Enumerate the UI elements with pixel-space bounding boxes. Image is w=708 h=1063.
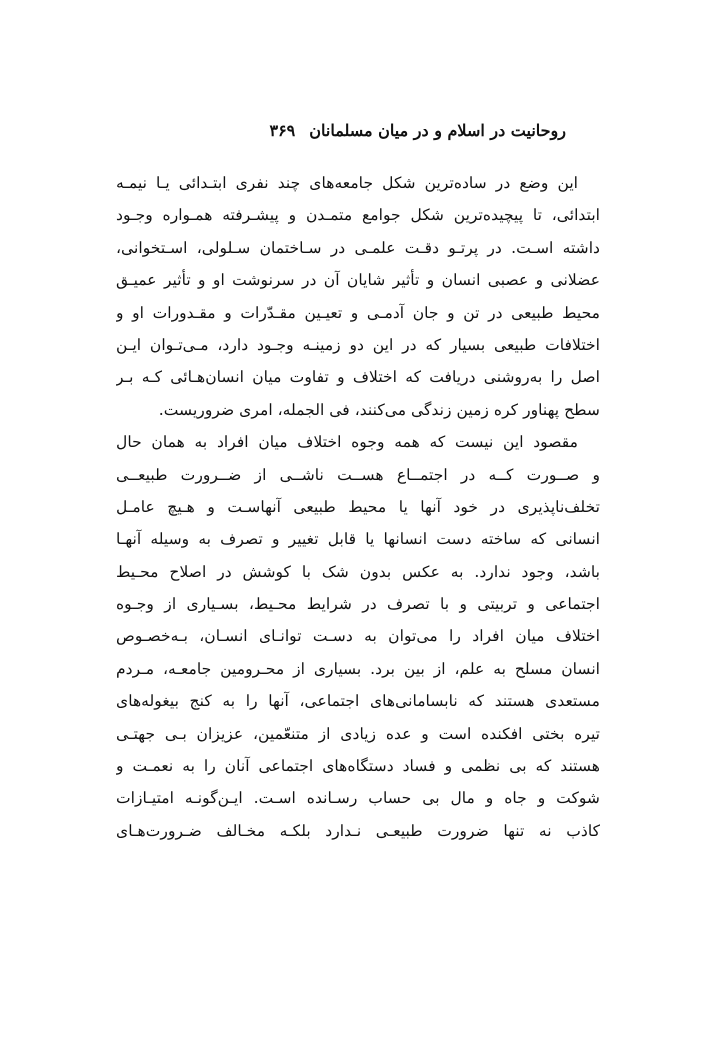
paragraph-2-line: هستند که بی نظمی و فساد دستگاه‌های اجتماعی آنان را به نعمـت و — [116, 757, 600, 776]
page-number: ۳۶۹ — [269, 121, 296, 140]
paragraph-2-line: شوکت و جاه و مال بی حساب رسـانده اسـت. ایـن‌گونـه امتیـازات — [116, 789, 600, 808]
paragraph-2-line: مستعدی هستند که نابسامانی‌های اجتماعی، آنها را به کنج بیغوله‌های — [116, 692, 600, 711]
paragraph-2-line: اجتماعی و تربیتی و با تصرف در شرایط محـیط، بسـیاری از وجـوه — [116, 595, 600, 614]
paragraph-2-line: تخلف‌ناپذیری در خود آنها یا محیط طبیعی آنهاسـت و هـیچ عامـل — [116, 497, 600, 516]
paragraph-2-line: و صــورت کــه در اجتمــاع هســت ناشــی از ضــرورت طبیعــی — [116, 465, 600, 484]
paragraph-1-line: اختلافات طبیعی بسیار که در این دو زمینـه وجـود دارد، مـی‌تـوان ایـن — [116, 335, 600, 354]
paragraph-2-line: مقصود این نیست که همه وجوه اختلاف میان افراد به همان حال — [116, 433, 578, 452]
paragraph-2-line: کاذب نه تنها ضرورت طبیعـی نـدارد بلکـه مخـالف ضـرورت‌هـای — [116, 821, 600, 840]
paragraph-2-line: انسان مسلح به علم، از بین برد. بسیاری از محـرومین جامعـه، مـردم — [116, 659, 600, 678]
running-header-title: روحانیت در اسلام و در میان مسلمانان — [309, 121, 566, 140]
paragraph-1-line: عضلانی و عصبی انسان و تأثیر شایان آن در سرنوشت او و تأثیر عمیـق — [116, 271, 600, 290]
paragraph-2-line: انسانی که ساخته دست انسانها یا قابل تغییر و تصرف به وسیله آنهـا — [116, 530, 600, 549]
paragraph-1-line: محیط طبیعی در تن و جان آدمـی و تعیـین مقـدّرات و مقـدورات او و — [116, 303, 600, 322]
paragraph-1-line: این وضع در ساده‌ترین شکل جامعه‌های چند نفری ابتـدائی یـا نیمـه — [116, 174, 578, 192]
running-header — [269, 120, 566, 142]
paragraph-1-line: ابتدائی، تا پیچیده‌ترین شکل جوامع متمـدن و پیشـرفته همـواره وجـود — [116, 206, 600, 225]
body-text — [116, 167, 600, 847]
paragraph-2-line: تیره بختی افکنده است و عده زیادی از متنعّمین، عزیزان بـی جهتـی — [116, 724, 600, 743]
paragraph-2-line: اختلاف میان افراد را می‌توان به دسـت توانـای انسـان، بـه‌خصـوص — [116, 627, 600, 646]
paragraph-2-line: باشد، وجود ندارد. به عکس بدون شک با کوشش در اصلاح محـیط — [116, 562, 600, 581]
paragraph-1-line: داشته اسـت. در پرتـو دقـت علمـی در سـاختمان سـلولی، اسـتخوانی، — [116, 238, 600, 257]
paragraph-1-line: سطح پهناور کره زمین زندگی می‌کنند، فی الجمله، امری ضروریست. — [158, 400, 600, 419]
paragraph-1-line: اصل را به‌روشنی دریافت که اختلاف و تفاوت میان انسان‌هـائی کـه بـر — [116, 368, 600, 387]
